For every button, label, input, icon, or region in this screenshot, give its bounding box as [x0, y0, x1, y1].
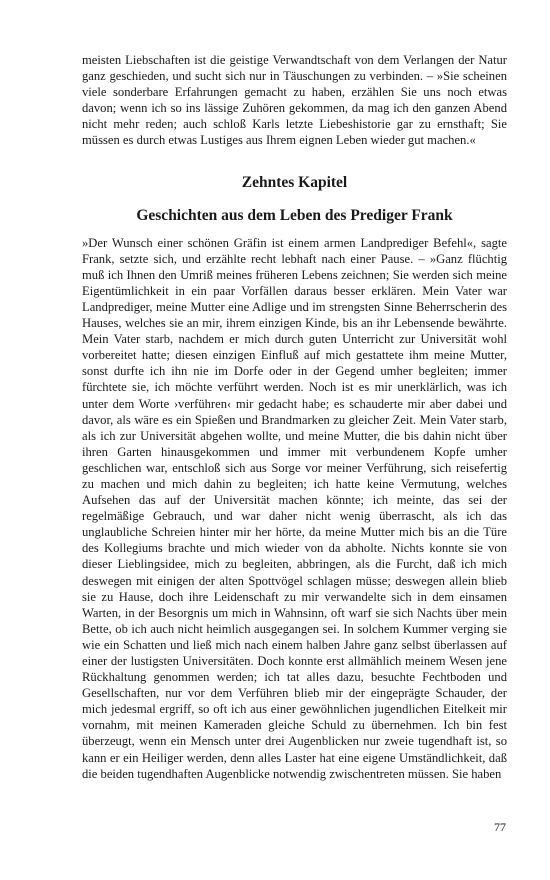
intro-paragraph: meisten Liebschaften ist die geistige Verwandtschaft von dem Verlangen der Natur ganz geschieden, und sucht sich nur in Täuschungen zu verbinden. – »Sie scheinen viele sonderbare Erfahrungen gemacht zu haben, erzählen Sie uns noch etwas davon; wenn ich so ins lässige Zuhören gekommen, da mag ich den ganzen Abend nicht mehr reden; auch schloß Karls letzte Liebeshistorie gar zu ernsthaft; Sie müssen es durch etwas Lustiges aus Ihrem eignen Leben wieder gut machen.« — [82, 53, 507, 148]
main-paragraph: »Der Wunsch einer schönen Gräfin ist einem armen Landprediger Befehl«, sagte Frank, setzte sich, und erzählte recht lebhaft nach einer Pause. – »Ganz flüchtig muß ich Ihnen den Umriß meines früheren Lebens zeichnen; Sie werden sich meine Eigentümlichkeit in ein paar Vorfällen daraus besser erklären. Mein Vater war Landprediger, meine Mutter eine Adlige und im strengsten Sinne Beherrscherin des Hauses, welches sie an mir, ihrem einzigen Kinde, bis an ihr Lebensende bewährte. Mein Vater starb, nachdem er mich durch guten Unterricht zur Universität wohl vorbereitet hatte; diesen einzigen Einfluß auf mich gestattete ihm meine Mutter, sonst durfte ich ihn nie im Dorfe oder in der Gegend umher begleiten; immer fürchtete sie, ich möchte verführt werden. Noch ist es mir unerklärlich, was ich unter dem Worte ›verführen‹ mir gedacht habe; es schauderte mir aber dabei und davor, als wäre es ein Spießen und Brandmarken zu gleicher Zeit. Mein Vater starb, als ich zur Universität abgehen wollte, und meine Mutter, die bis dahin nicht über ihren Garten hinausgekommen und immer mit verbundenem Kopfe umher geschlichen war, entschloß sich aus Sorge vor meiner Verführung, sich reisefertig zu machen und mich dahin zu begleiten; ich hatte keine Vermutung, welches Aufsehen das auf der Universität machen könnte; ich meinte, das sei der regelmäßige Gebrauch, und war daher nicht wenig überrascht, als ich das unglaubliche Schreien hinter mir her hörte, da meine Mutter mich bis an die Türe des Kollegiums brachte und mich wieder von da abholte. Nichts konnte sie von dieser Lieblingsidee, mich zu begleiten, abbringen, als die Furcht, daß ich mich deswegen mit einigen der alten Spottvögel schlagen müsse; deswegen allein blieb sie zu Hause, doch ihre Leidenschaft zu mir verwandelte sich in dem einsamen Warten, in der Besorgnis um mich in Wahnsinn, oft warf sie sich Nachts über mein Bette, ob ich auch nicht heimlich ausgegangen sei. In solchem Kummer verging sie wie ein Schatten und ließ mich nach einem halben Jahre ganz selbst überlassen auf einer der lustigsten Universitäten. Doch konnte erst allmählich meinem Wesen jene Rückhaltung genommen werden; ich tat alles dazu, besuchte Fechtboden und Gesellschaften, nur vor dem Verführen blieb mir der eingeprägte Schauder, der mich jedesmal ergriff, so oft ich aus einer gewöhnlichen jugendlichen Eitelkeit mir vornahm, mit meinen Kameraden gleiche Schuld zu übernehmen. Ich bin fest überzeugt, wenn ein Mensch unter drei Augenblicken nur zweie tugendhaft ist, so kann er ein Heiliger werden, denn alles Laster hat eine eigene Umständlichkeit, daß die beiden tugendhaften Augenblicke notwendig zwischentreten müssen. Sie haben — [82, 235, 507, 781]
page-body — [82, 52, 507, 782]
chapter-subtitle: Geschichten aus dem Leben des Prediger Frank — [136, 206, 453, 224]
page-number: 77 — [494, 820, 506, 834]
chapter-title: Zehntes Kapitel — [241, 173, 348, 191]
